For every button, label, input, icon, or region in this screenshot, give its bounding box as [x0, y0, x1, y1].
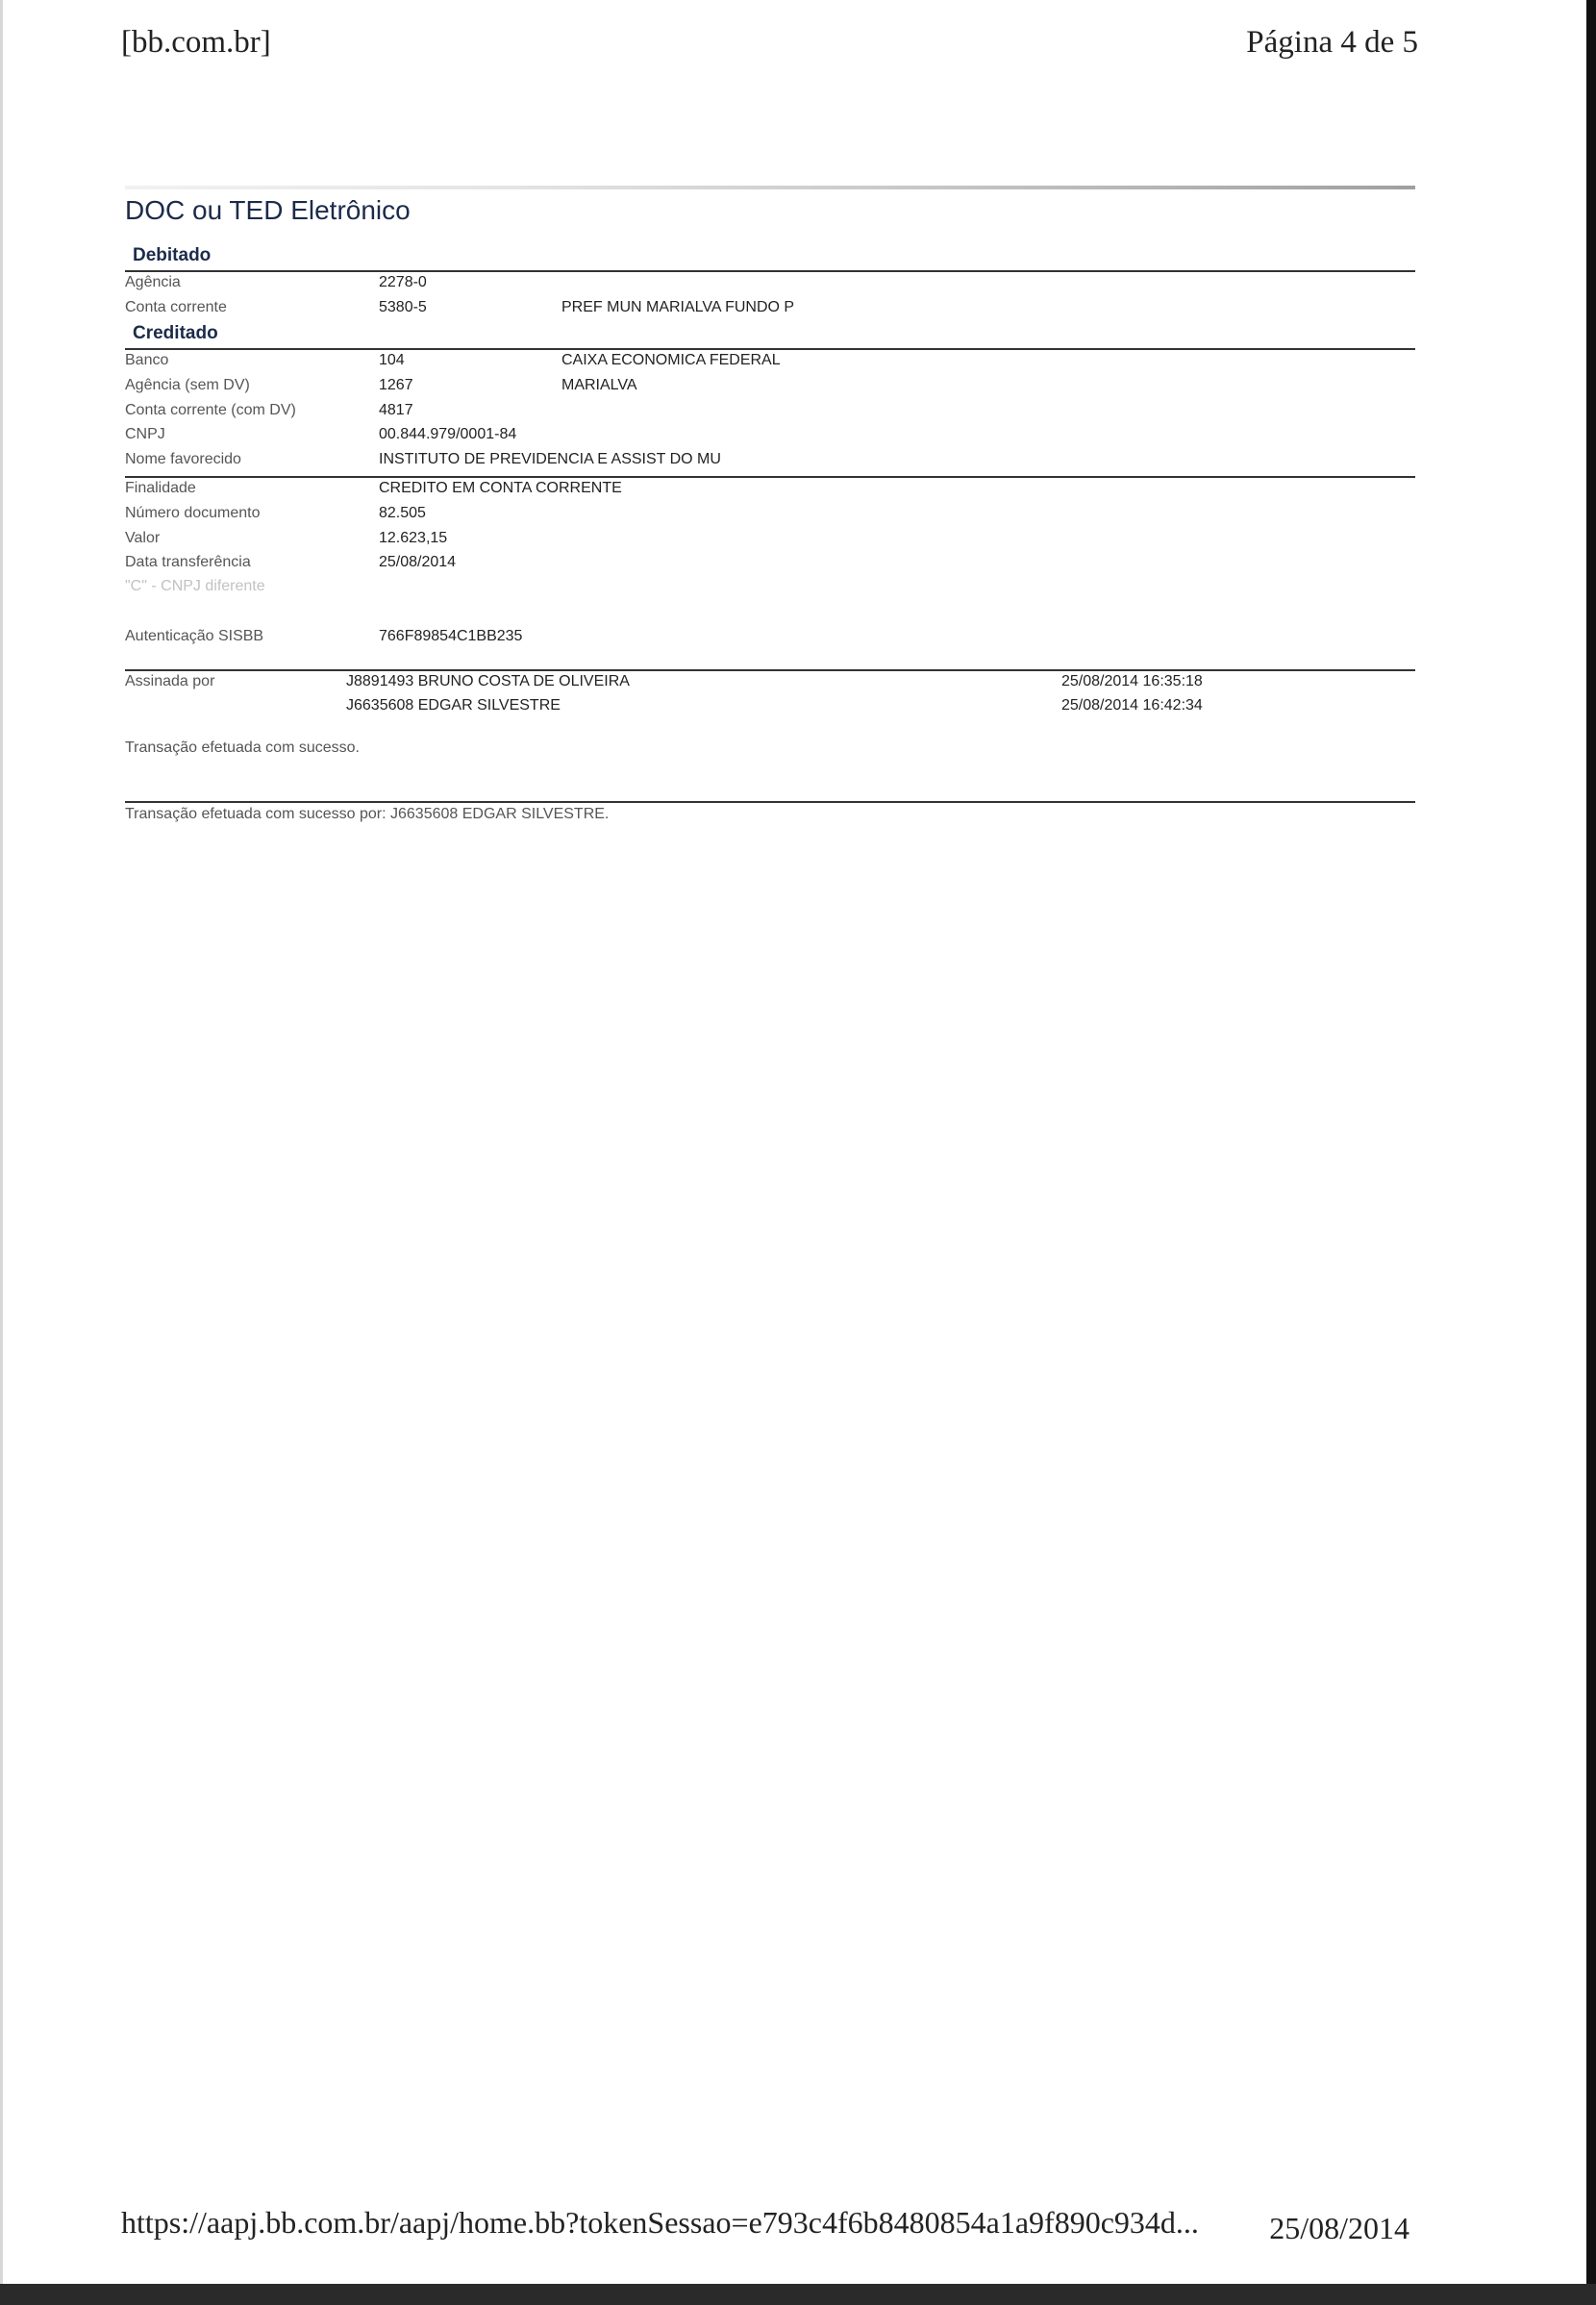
- row-extra: CAIXA ECONOMICA FEDERAL: [561, 352, 781, 368]
- row-value: 25/08/2014: [379, 554, 457, 570]
- row-label: Banco: [125, 352, 169, 368]
- detalhe-row-numero: [125, 505, 1415, 528]
- top-rule: [125, 186, 1415, 189]
- autenticacao-row: [125, 628, 1415, 651]
- detalhe-row-valor: [125, 530, 1415, 553]
- header-site: [bb.com.br]: [121, 25, 271, 60]
- signer-row: [125, 673, 1415, 696]
- row-value: 4817: [379, 402, 413, 418]
- scan-edge-right: [1586, 0, 1596, 2305]
- detalhe-row-data: [125, 554, 1415, 577]
- row-value: INSTITUTO DE PREVIDENCIA E ASSIST DO MU: [379, 451, 721, 467]
- debitado-row-conta: [125, 299, 1415, 322]
- autenticacao-code: 766F89854C1BB235: [379, 628, 523, 644]
- creditado-row-agencia: [125, 377, 1415, 400]
- row-value: 2278-0: [379, 274, 427, 290]
- row-label: Data transferência: [125, 554, 251, 570]
- creditado-row-favorecido: [125, 451, 1415, 474]
- section-creditado-heading: Creditado: [133, 323, 218, 343]
- footer-url: https://aapj.bb.com.br/aapj/home.bb?tokenSessao=e793c4f6b8480854a1a9f890c934d...: [121, 2205, 1199, 2240]
- signer-row: [125, 697, 1415, 720]
- row-label: Finalidade: [125, 480, 196, 496]
- row-label: Número documento: [125, 505, 261, 521]
- row-value: 104: [379, 352, 405, 368]
- scan-edge-bottom: [0, 2284, 1596, 2305]
- divider: [125, 348, 1415, 350]
- row-label: Autenticação SISBB: [125, 628, 264, 644]
- row-value: 1267: [379, 377, 413, 393]
- row-label: Assinada por: [125, 673, 215, 689]
- row-value: 82.505: [379, 505, 426, 521]
- creditado-row-conta: [125, 402, 1415, 425]
- cnpj-note: "C" - CNPJ diferente: [125, 578, 265, 594]
- row-label: Agência (sem DV): [125, 377, 250, 393]
- divider: [125, 801, 1415, 803]
- row-value: 00.844.979/0001-84: [379, 426, 517, 442]
- row-value: 12.623,15: [379, 530, 448, 546]
- row-label: Valor: [125, 530, 161, 546]
- header-page-number: Página 4 de 5: [1246, 25, 1418, 60]
- row-label: Conta corrente: [125, 299, 227, 315]
- signer-datetime: 25/08/2014 16:42:34: [1061, 697, 1203, 714]
- detalhe-row-finalidade: [125, 480, 1415, 503]
- signer-datetime: 25/08/2014 16:35:18: [1061, 673, 1203, 689]
- creditado-row-banco: [125, 352, 1415, 375]
- row-label: CNPJ: [125, 426, 165, 442]
- footer-date: 25/08/2014: [1269, 2211, 1409, 2245]
- row-extra: MARIALVA: [561, 377, 637, 393]
- debitado-row-agencia: [125, 274, 1415, 297]
- row-extra: PREF MUN MARIALVA FUNDO P: [561, 299, 795, 315]
- status-final-message: Transação efetuada com sucesso por: J6635608 EDGAR SILVESTRE.: [125, 806, 610, 822]
- row-label: Agência: [125, 274, 181, 290]
- divider: [125, 476, 1415, 478]
- signer-name: J6635608 EDGAR SILVESTRE: [346, 697, 561, 714]
- cnpj-note-row: [125, 578, 1415, 601]
- divider: [125, 270, 1415, 272]
- creditado-row-cnpj: [125, 426, 1415, 449]
- row-value: CREDITO EM CONTA CORRENTE: [379, 480, 622, 496]
- divider: [125, 669, 1415, 671]
- page-title: DOC ou TED Eletrônico: [125, 195, 411, 225]
- row-label: Conta corrente (com DV): [125, 402, 296, 418]
- signer-name: J8891493 BRUNO COSTA DE OLIVEIRA: [346, 673, 630, 689]
- status-message: Transação efetuada com sucesso.: [125, 739, 360, 756]
- scan-edge-left: [0, 0, 3, 2305]
- row-value: 5380-5: [379, 299, 427, 315]
- section-debitado-heading: Debitado: [133, 245, 212, 265]
- row-label: Nome favorecido: [125, 451, 241, 467]
